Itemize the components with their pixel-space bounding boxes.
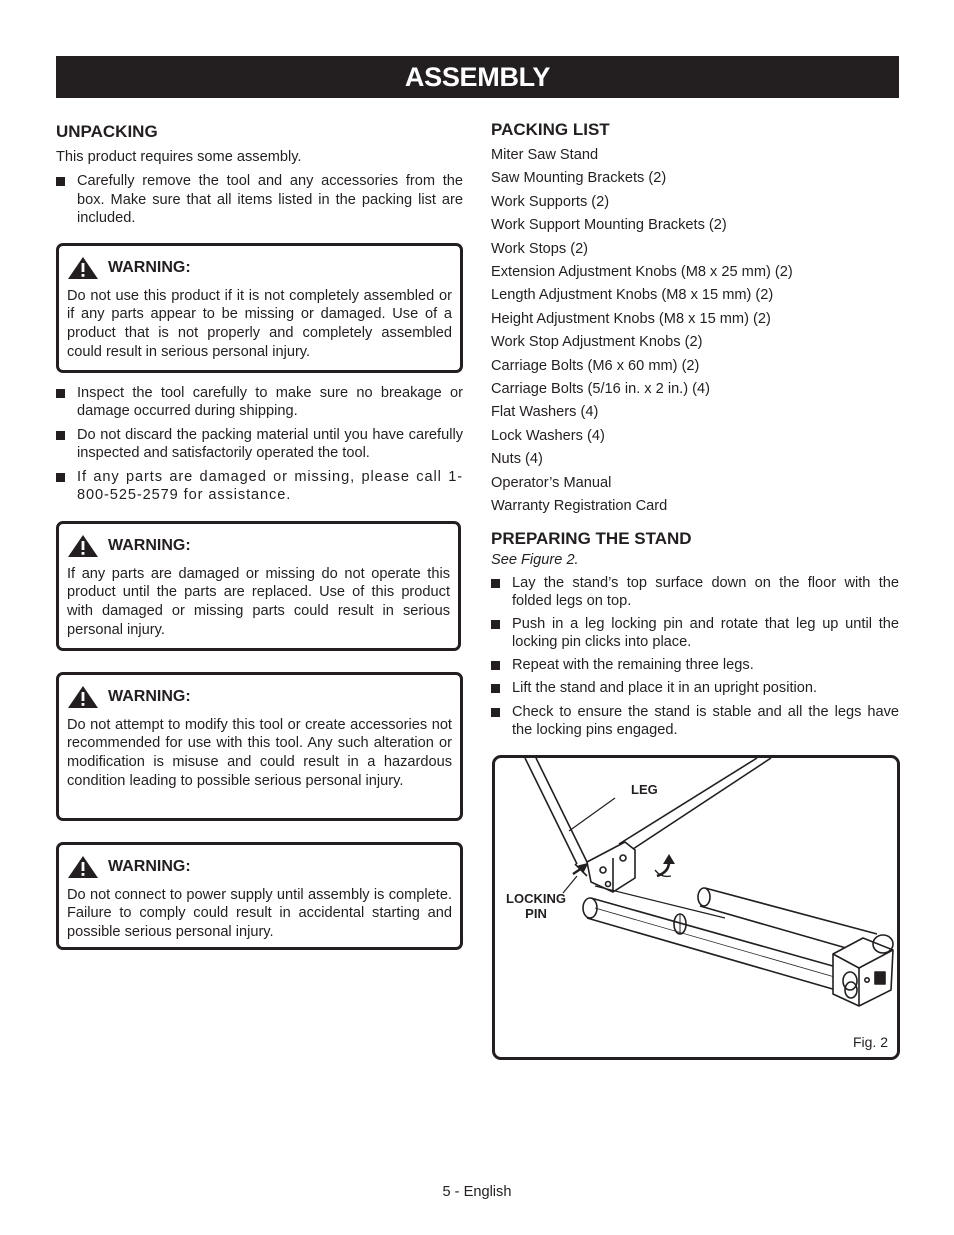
warning-label: WARNING: (108, 857, 191, 875)
list-item: Work Support Mounting Brackets (2) (491, 217, 727, 234)
list-item: Operator’s Manual (491, 474, 612, 491)
unpacking-bullets-a (56, 172, 463, 228)
warning-text: If any parts are damaged or missing do not operate this product until the parts are replaced. Use of this product with damaged or missing parts could result in serious personal injury. (67, 565, 450, 638)
list-item: Push in a leg locking pin and rotate that leg up until the locking pin clicks into place. (491, 615, 899, 652)
warning-box-2 (56, 521, 461, 651)
warning-text: Do not connect to power supply until assembly is complete. Failure to comply could result in accidental starting and possible serious personal injury. (67, 886, 452, 941)
warning-triangle-icon (67, 685, 99, 709)
list-item: Do not discard the packing material until you have carefully inspected and satisfactorily operated the tool. (56, 426, 463, 463)
figure-label-locking-line1: LOCKING (506, 891, 566, 906)
list-item: Carriage Bolts (5/16 in. x 2 in.) (4) (491, 381, 710, 398)
figure-caption: Fig. 2 (852, 1034, 888, 1050)
list-item: Work Stops (2) (491, 240, 589, 257)
figure-label-locking-pin (505, 891, 567, 921)
figure-label-locking-line2: PIN (525, 906, 547, 921)
warning-triangle-icon (67, 855, 99, 879)
list-item: Height Adjustment Knobs (M8 x 15 mm) (2) (491, 310, 771, 327)
list-item: Nuts (4) (491, 451, 543, 468)
list-item: Length Adjustment Knobs (M8 x 15 mm) (2) (491, 287, 774, 304)
warning-label: WARNING: (108, 258, 191, 276)
list-item: Work Supports (2) (491, 193, 610, 210)
unpacking-bullets-b (56, 384, 463, 505)
section-banner (56, 56, 899, 98)
list-item: Check to ensure the stand is stable and all the legs have the locking pins engaged. (491, 703, 899, 740)
figure-label-leg: LEG (631, 782, 658, 797)
list-item: If any parts are damaged or missing, please call 1-800-525-2579 for assistance. (56, 468, 463, 505)
list-item: Lock Washers (4) (491, 427, 605, 444)
warning-label: WARNING: (108, 536, 191, 554)
list-item: Carefully remove the tool and any accessories from the box. Make sure that all items listed in the packing list are included. (56, 172, 463, 228)
list-item: Lift the stand and place it in an upright position. (491, 679, 899, 698)
page-footer: 5 - English (442, 1184, 512, 1200)
banner-title: ASSEMBLY (404, 61, 551, 92)
list-item: Carriage Bolts (M6 x 60 mm) (2) (491, 357, 700, 374)
list-item: Repeat with the remaining three legs. (491, 656, 899, 675)
list-item: Lay the stand’s top surface down on the floor with the folded legs on top. (491, 574, 899, 611)
warning-box-4 (56, 842, 463, 950)
see-figure-note: See Figure 2. (491, 551, 579, 568)
warning-box-1 (56, 243, 463, 373)
unpacking-heading: UNPACKING (56, 122, 158, 141)
list-item: Warranty Registration Card (491, 498, 668, 515)
list-item: Saw Mounting Brackets (2) (491, 170, 667, 187)
list-item: Extension Adjustment Knobs (M8 x 25 mm) (2) (491, 264, 793, 281)
warning-text: Do not attempt to modify this tool or create accessories not recommended for use with this tool. Any such alteration or modification is misuse and could result in a hazardous condition leading to possible serious personal injury. (67, 716, 452, 789)
list-item: Inspect the tool carefully to make sure no breakage or damage occurred during shipping. (56, 384, 463, 421)
warning-label: WARNING: (108, 687, 191, 705)
packing-list-heading: PACKING LIST (491, 120, 610, 139)
list-item: Miter Saw Stand (491, 147, 599, 163)
figure-2-box (492, 755, 900, 1060)
list-item: Flat Washers (4) (491, 404, 599, 421)
list-item: Work Stop Adjustment Knobs (2) (491, 334, 703, 351)
right-column (491, 120, 899, 740)
unpacking-intro: This product requires some assembly. (56, 149, 302, 165)
warning-text: Do not use this product if it is not completely assembled or if any parts appear to be missing or damaged. Use of a product that is not properly and completely assembled could result in serious personal injury. (67, 287, 452, 360)
warning-box-3 (56, 672, 463, 821)
preparing-bullets (491, 574, 899, 740)
left-column (56, 122, 463, 950)
warning-triangle-icon (67, 256, 99, 280)
warning-triangle-icon (67, 534, 99, 558)
packing-list (491, 144, 899, 519)
preparing-heading: PREPARING THE STAND (491, 528, 692, 548)
